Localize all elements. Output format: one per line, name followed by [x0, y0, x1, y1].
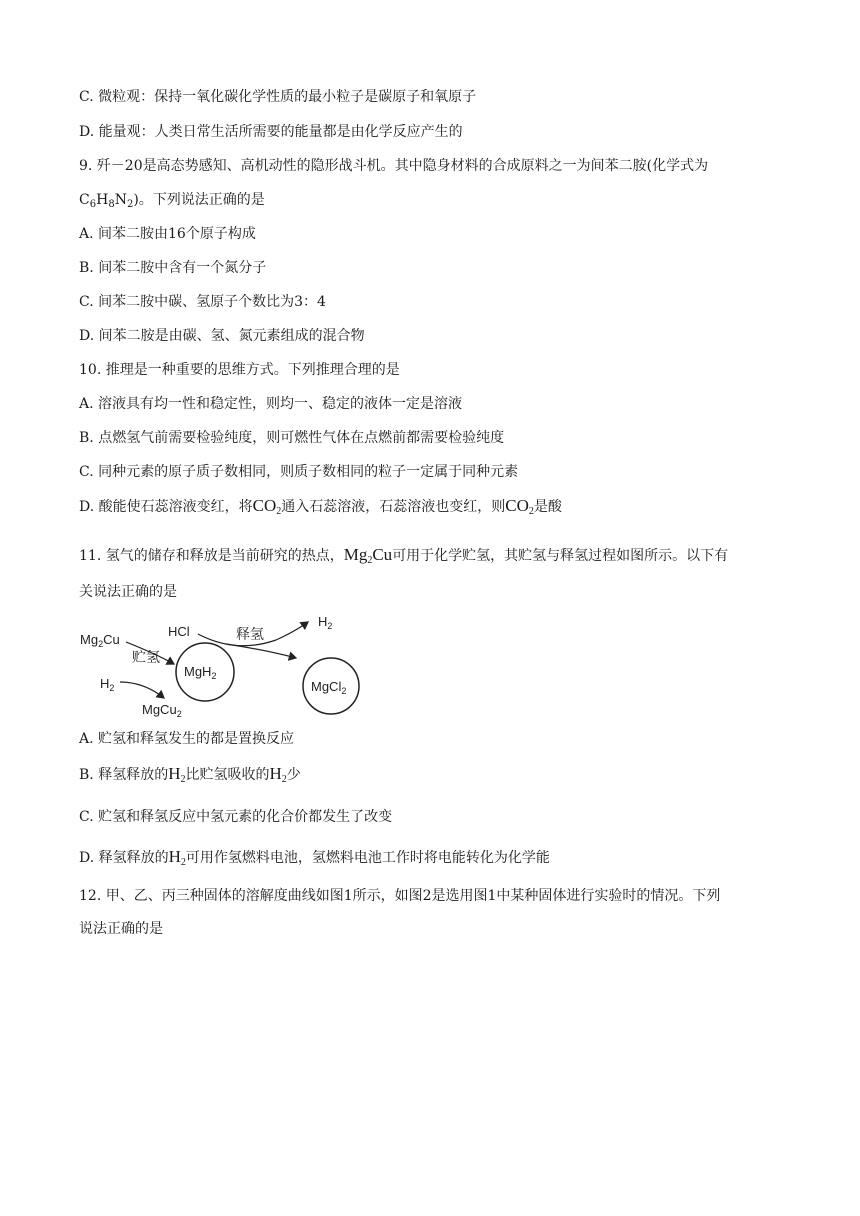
question-9-stem: 9. 歼－20是高态势感知、高机动性的隐形战斗机。其中隐身材料的合成原料之一为间苯二胺(化学式为 — [79, 158, 709, 174]
question-9-option-a: A. 间苯二胺由16个原子构成 — [79, 226, 256, 242]
question-12-stem-cont: 说法正确的是 — [79, 921, 163, 937]
question-11-option-d: D. 释氢释放的$H_2$可用作氢燃料电池，氢燃料电池工作时将电能转化为化学能 — [79, 847, 550, 868]
question-11-option-a: A. 贮氢和释氢发生的都是置换反应 — [79, 731, 295, 747]
label-h2-input: $H_2$ — [100, 676, 115, 693]
question-10-option-b: B. 点燃氢气前需要检验纯度，则可燃性气体在点燃前都需要检验纯度 — [79, 430, 505, 446]
question-10-option-d: D. 酸能使石蕊溶液变红，将$CO_2$通入石蕊溶液，石蕊溶液也变红，则$CO_2$是酸 — [79, 496, 562, 517]
question-9-formula-line: $C_6H_8N_2$)。下列说法正确的是 — [79, 192, 265, 210]
label-h2-output: $H_2$ — [318, 614, 333, 631]
label-mgh2: MgH$_2$ — [184, 664, 217, 681]
question-10-option-c: C. 同种元素的原子质子数相同，则质子数相同的粒子一定属于同种元素 — [79, 464, 519, 480]
question-9-option-d: D. 间苯二胺是由碳、氢、氮元素组成的混合物 — [79, 328, 365, 344]
label-hcl: HCl — [168, 624, 190, 639]
question-11-option-b: B. 释氢释放的$H_2$比贮氢吸收的$H_2$少 — [79, 764, 301, 785]
hydrogen-storage-diagram — [76, 612, 376, 722]
label-mgcl2: MgCl$_2$ — [311, 679, 347, 696]
label-release-hydrogen: 释氢 — [236, 626, 264, 642]
question-9-option-c: C. 间苯二胺中碳、氢原子个数比为3：4 — [79, 294, 326, 310]
arrow-h2-to-mgcu2 — [120, 682, 164, 698]
label-mgcu2: MgCu$_2$ — [142, 702, 182, 719]
question-10-option-a: A. 溶液具有均一性和稳定性，则均一、稳定的液体一定是溶液 — [79, 396, 463, 412]
question-12-stem: 12. 甲、乙、丙三种固体的溶解度曲线如图1所示，如图2是选用图1中某种固体进行实验时的情况。下列 — [79, 888, 721, 904]
question-11-option-c: C. 贮氢和释氢反应中氢元素的化合价都发生了改变 — [79, 809, 393, 825]
label-mg2cu: $Mg_2Cu$ — [80, 632, 120, 649]
question-11-stem-cont: 关说法正确的是 — [79, 584, 177, 600]
question-9-option-b: B. 间苯二胺中含有一个氮分子 — [79, 260, 267, 276]
option-c-particle-view: C. 微粒观：保持一氧化碳化学性质的最小粒子是碳原子和氧原子 — [79, 89, 477, 105]
option-d-energy-view: D. 能量观：人类日常生活所需要的能量都是由化学反应产生的 — [79, 124, 463, 140]
question-10-stem: 10. 推理是一种重要的思维方式。下列推理合理的是 — [79, 362, 400, 378]
question-11-stem: 11. 氢气的储存和释放是当前研究的热点，$Mg_2Cu$可用于化学贮氢，其贮氢与释氢过程如图所示。以下有 — [79, 545, 729, 566]
arrow-to-mgcl2 — [226, 644, 296, 658]
label-store-hydrogen: 贮氢 — [132, 649, 160, 665]
